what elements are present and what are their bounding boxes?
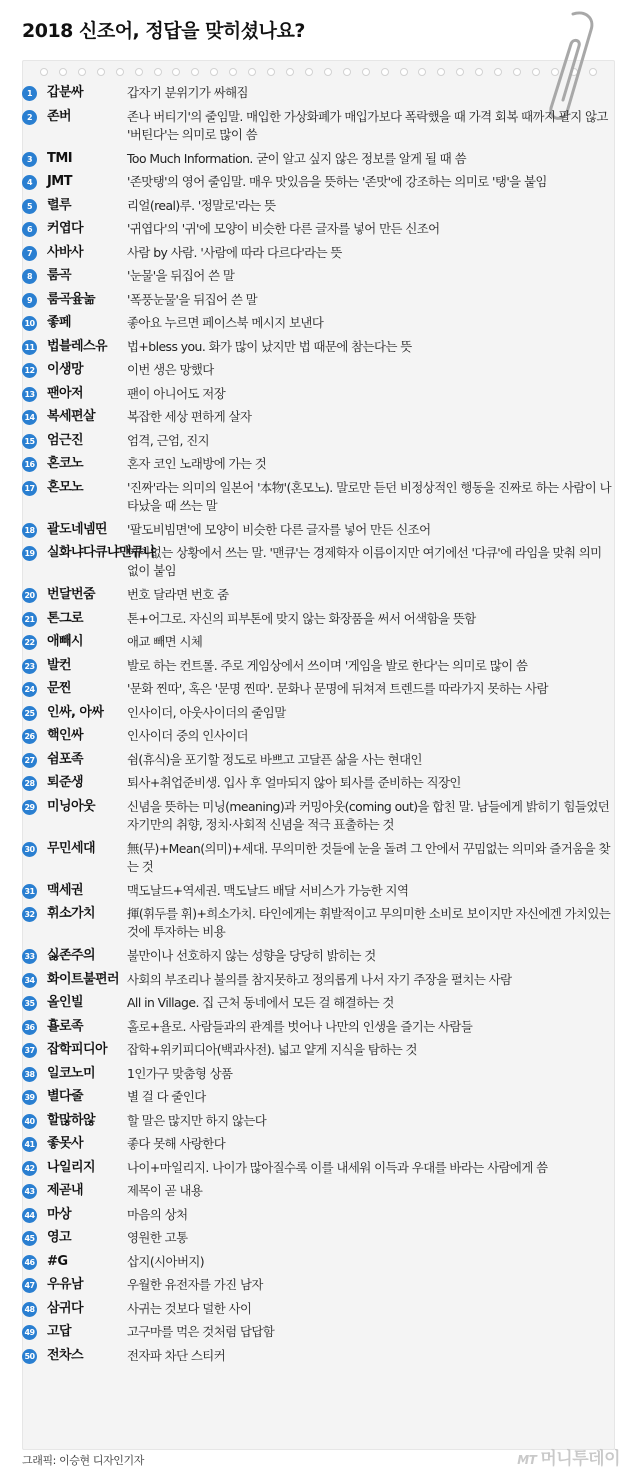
term-entry	[22, 1229, 622, 1253]
entry-definition: '눈물'을 뒤집어 쓴 말	[127, 268, 235, 283]
entry-definition: 제목이 곧 내용	[127, 1183, 203, 1198]
entry-definition: 갑자기 분위기가 싸해짐	[127, 85, 248, 100]
entry-definition: '존맛탱'의 영어 줄임말. 매우 맛있음을 뜻하는 '존맛'에 강조하는 의미로 '탱'을 붙임	[127, 174, 547, 189]
entry-definition: 어이없는 상황에서 쓰는 말. '맨큐'는 경제학자 이름이지만 여기에선 '다큐'에 라임을 맞춰 의미없이 붙임	[127, 545, 602, 578]
entry-term: 번달번줌	[47, 587, 96, 602]
entry-number-badge: 2	[22, 110, 37, 125]
page-title: 2018 신조어, 정답을 맞히셨나요?	[22, 20, 305, 42]
term-entry	[22, 971, 622, 995]
entry-number-badge: 37	[22, 1043, 37, 1058]
term-entry	[22, 244, 622, 268]
entry-number-badge: 29	[22, 800, 37, 815]
entry-term: 영고	[47, 1230, 72, 1245]
entry-term: 휘소가치	[47, 906, 96, 921]
term-entry	[22, 1112, 622, 1136]
binder-hole	[513, 68, 521, 76]
binder-hole	[267, 68, 275, 76]
entry-definition: 1인가구 맞춤형 상품	[127, 1065, 233, 1081]
entry-definition: 잡학+위키피디아(백과사전). 넓고 얕게 지식을 탐하는 것	[127, 1042, 417, 1057]
entry-number-badge: 18	[22, 523, 37, 538]
entry-definition: 영원한 고통	[127, 1230, 188, 1245]
entry-definition: 이번 생은 망했다	[127, 362, 214, 377]
entry-definition: '진짜'라는 의미의 일본어 '本物'(혼모노). 말로만 듣던 비정상적인 행동을 진짜로 하는 사람이 나타났을 때 쓰는 말	[127, 479, 612, 513]
binder-hole	[172, 68, 180, 76]
entry-term: 일코노미	[47, 1065, 96, 1081]
entry-term: 렬루	[47, 197, 72, 213]
entry-number-badge: 9	[22, 293, 37, 308]
entry-term: 삼귀다	[47, 1300, 84, 1316]
entry-number-badge: 27	[22, 753, 37, 768]
entry-term: 쉼포족	[47, 751, 84, 767]
entry-number-badge: 23	[22, 659, 37, 674]
binder-holes	[40, 68, 597, 76]
term-entry	[22, 408, 622, 432]
entry-definition: 삽지(시아버지)	[127, 1253, 205, 1269]
entry-term: 무민세대	[47, 840, 96, 856]
binder-hole	[418, 68, 426, 76]
entry-definition: 존나 버티기'의 줄임말. 매입한 가상화폐가 매입가보다 폭락했을 때 가격 회복 때까지 팔지 않고 '버틴다'는 의미로 많이 씀	[127, 108, 608, 142]
term-entry	[22, 905, 622, 947]
entry-definition: 좋다 못해 사랑한다	[127, 1136, 226, 1151]
entry-term: 존버	[47, 108, 72, 124]
entry-term: 퇴준생	[47, 775, 84, 790]
entry-number-badge: 33	[22, 949, 37, 964]
binder-hole	[116, 68, 124, 76]
binder-hole	[191, 68, 199, 76]
term-entry	[22, 544, 622, 586]
binder-hole	[97, 68, 105, 76]
term-entry	[22, 1347, 622, 1371]
entry-term: 룸곡	[47, 268, 72, 283]
entry-term: 고답	[47, 1324, 72, 1339]
entry-number-badge: 14	[22, 410, 37, 425]
entry-number-badge: 34	[22, 973, 37, 988]
entry-term: 좋페	[47, 315, 72, 330]
binder-hole	[286, 68, 294, 76]
entry-term: 횰로족	[47, 1018, 84, 1034]
entry-term: 화이트불편러	[47, 971, 120, 987]
brand-name: 머니투데이	[540, 1449, 620, 1469]
term-entry	[22, 840, 622, 882]
entry-term: 팬아저	[47, 385, 84, 401]
term-list	[22, 84, 622, 1370]
entry-definition: 인사이더, 아웃사이더의 줄임말	[127, 704, 286, 720]
entry-definition: '폭풍눈물'을 뒤집어 쓴 말	[127, 291, 258, 307]
entry-definition: 사귀는 것보다 덜한 사이	[127, 1300, 252, 1316]
term-entry	[22, 633, 622, 657]
entry-definition: 퇴사+취업준비생. 입사 후 얼마되지 않아 퇴사를 준비하는 직장인	[127, 775, 461, 790]
entry-number-badge: 49	[22, 1325, 37, 1340]
entry-definition: '팔도비빔면'에 모양이 비슷한 다른 글자를 넣어 만든 신조어	[127, 521, 431, 537]
entry-term: 갑분싸	[47, 85, 84, 100]
binder-hole	[494, 68, 502, 76]
entry-term: 올인빌	[47, 995, 84, 1010]
entry-number-badge: 20	[22, 588, 37, 603]
entry-number-badge: 50	[22, 1349, 37, 1364]
entry-definition: 인사이더 중의 인사이더	[127, 728, 248, 743]
entry-definition: 번호 달라면 번호 줌	[127, 587, 229, 602]
entry-number-badge: 31	[22, 884, 37, 899]
entry-definition: 사회의 부조리나 불의를 참지못하고 정의롭게 나서 자기 주장을 펼치는 사람	[127, 971, 512, 987]
binder-hole	[78, 68, 86, 76]
binder-hole	[324, 68, 332, 76]
binder-hole	[475, 68, 483, 76]
entry-term: 커엽다	[47, 221, 84, 236]
entry-definition: 혼자 코인 노래방에 가는 것	[127, 456, 267, 471]
entry-term: 제곧내	[47, 1183, 84, 1198]
entry-number-badge: 16	[22, 457, 37, 472]
entry-definition: 톤+어그로. 자신의 피부톤에 맞지 않는 화장품을 써서 어색함을 뜻함	[127, 610, 476, 626]
term-entry	[22, 1041, 622, 1065]
term-entry	[22, 173, 622, 197]
entry-definition: 별 걸 다 줄인다	[127, 1089, 206, 1104]
term-entry	[22, 150, 622, 174]
entry-number-badge: 28	[22, 776, 37, 791]
term-entry	[22, 1323, 622, 1347]
binder-hole	[305, 68, 313, 76]
term-entry	[22, 774, 622, 798]
term-entry	[22, 338, 622, 362]
entry-number-badge: 7	[22, 246, 37, 261]
binder-hole	[248, 68, 256, 76]
term-entry	[22, 1300, 622, 1324]
binder-hole	[400, 68, 408, 76]
entry-number-badge: 12	[22, 363, 37, 378]
entry-number-badge: 43	[22, 1184, 37, 1199]
entry-number-badge: 40	[22, 1114, 37, 1129]
entry-term: 문찐	[47, 681, 72, 696]
entry-number-badge: 22	[22, 635, 37, 650]
entry-definition: 신념을 뜻하는 미닝(meaning)과 커밍아웃(coming out)을 합친 말. 남들에게 밝히기 힘들었던 자기만의 취향, 정치·사회적 신념을 적극 표출하는 것	[127, 798, 610, 832]
term-entry	[22, 84, 622, 108]
entry-number-badge: 36	[22, 1020, 37, 1035]
entry-term: 실화냐다큐냐맨큐냐	[47, 545, 156, 560]
entry-number-badge: 35	[22, 996, 37, 1011]
binder-hole	[437, 68, 445, 76]
entry-number-badge: 5	[22, 199, 37, 214]
entry-number-badge: 25	[22, 706, 37, 721]
entry-number-badge: 17	[22, 481, 37, 496]
term-entry	[22, 1018, 622, 1042]
entry-definition: 발로 하는 컨트롤. 주로 게임상에서 쓰이며 '게임을 발로 한다'는 의미로 많이 씀	[127, 657, 528, 673]
binder-hole	[154, 68, 162, 76]
entry-term: 혼모노	[47, 479, 84, 495]
binder-hole	[59, 68, 67, 76]
term-entry	[22, 521, 622, 545]
term-entry	[22, 1065, 622, 1089]
entry-term: 룸곡윺놂	[47, 291, 96, 307]
entry-term: 복세편살	[47, 409, 96, 424]
entry-definition: 나이+마일리지. 나이가 많아질수록 이를 내세워 이득과 우대를 바라는 사람에게 씀	[127, 1159, 548, 1175]
term-entry	[22, 1182, 622, 1206]
entry-number-badge: 30	[22, 842, 37, 857]
term-entry	[22, 361, 622, 385]
entry-definition: All in Village. 집 근처 동네에서 모든 걸 해결하는 것	[127, 995, 394, 1010]
entry-term: 이생망	[47, 362, 84, 377]
binder-hole	[40, 68, 48, 76]
entry-term: 할많하않	[47, 1112, 96, 1128]
term-entry	[22, 1206, 622, 1230]
entry-definition: 애교 빼면 시체	[127, 634, 203, 649]
binder-hole	[381, 68, 389, 76]
entry-number-badge: 48	[22, 1302, 37, 1317]
entry-number-badge: 6	[22, 222, 37, 237]
entry-term: 혼코노	[47, 456, 84, 471]
entry-definition: 사람 by 사람. '사람에 따라 다르다'라는 뜻	[127, 244, 342, 260]
entry-number-badge: 3	[22, 152, 37, 167]
term-entry	[22, 432, 622, 456]
entry-term: 엄근진	[47, 432, 84, 448]
entry-definition: 엄격, 근엄, 진지	[127, 432, 210, 448]
term-entry	[22, 267, 622, 291]
entry-number-badge: 39	[22, 1090, 37, 1105]
entry-definition: 고구마를 먹은 것처럼 답답함	[127, 1324, 275, 1339]
entry-number-badge: 10	[22, 316, 37, 331]
entry-definition: 좋아요 누르면 페이스북 메시지 보낸다	[127, 315, 324, 330]
term-entry	[22, 798, 622, 840]
entry-number-badge: 19	[22, 546, 37, 561]
term-entry	[22, 704, 622, 728]
term-entry	[22, 385, 622, 409]
entry-term: #G	[47, 1253, 68, 1269]
binder-hole	[229, 68, 237, 76]
term-entry	[22, 1088, 622, 1112]
entry-number-badge: 41	[22, 1137, 37, 1152]
entry-number-badge: 44	[22, 1208, 37, 1223]
binder-hole	[210, 68, 218, 76]
entry-term: 마상	[47, 1206, 72, 1222]
entry-term: 전차스	[47, 1347, 84, 1363]
graphic-credit: 그래픽: 이승현 디자인기자	[22, 1454, 144, 1467]
entry-number-badge: 47	[22, 1278, 37, 1293]
entry-term: 미닝아웃	[47, 798, 96, 814]
entry-definition: 쉼(휴식)을 포기할 정도로 바쁘고 고달픈 삶을 사는 현대인	[127, 751, 422, 767]
term-entry	[22, 680, 622, 704]
entry-definition: 마음의 상처	[127, 1206, 188, 1222]
entry-number-badge: 15	[22, 434, 37, 449]
entry-term: 발컨	[47, 657, 72, 673]
entry-term: 싫존주의	[47, 948, 96, 963]
term-entry	[22, 882, 622, 906]
entry-number-badge: 46	[22, 1255, 37, 1270]
term-entry	[22, 947, 622, 971]
term-entry	[22, 751, 622, 775]
entry-term: 나일리지	[47, 1159, 96, 1175]
entry-definition: 揮(휘두를 휘)+희소가치. 타인에게는 휘발적이고 무의미한 소비로 보이지만 자신에겐 가치있는 것에 투자하는 비용	[127, 906, 611, 939]
term-entry	[22, 727, 622, 751]
entry-definition: '문화 찐따', 혹은 '문명 찐따'. 문화나 문명에 뒤쳐져 트렌드를 따라가지 못하는 사람	[127, 681, 548, 696]
entry-term: JMT	[47, 174, 72, 189]
entry-term: 톤그로	[47, 610, 84, 626]
entry-definition: 법+bless you. 화가 많이 났지만 법 때문에 참는다는 뜻	[127, 338, 412, 354]
entry-number-badge: 21	[22, 612, 37, 627]
term-entry	[22, 220, 622, 244]
entry-term: TMI	[47, 150, 72, 166]
term-entry	[22, 1253, 622, 1277]
binder-hole	[362, 68, 370, 76]
entry-number-badge: 42	[22, 1161, 37, 1176]
entry-definition: 無(무)+Mean(의미)+세대. 무의미한 것들에 눈을 돌려 그 안에서 꾸밈없는 의미와 즐거움을 찾는 것	[127, 840, 610, 874]
entry-term: 잡학피디아	[47, 1042, 108, 1057]
term-entry	[22, 1276, 622, 1300]
entry-definition: Too Much Information. 굳이 알고 싶지 않은 정보를 알게 될 때 씀	[127, 150, 467, 166]
entry-term: 맥세권	[47, 882, 84, 898]
binder-hole	[343, 68, 351, 76]
entry-number-badge: 1	[22, 86, 37, 101]
entry-definition: '귀엽다'의 '귀'에 모양이 비슷한 다른 글자를 넣어 만든 신조어	[127, 221, 440, 236]
entry-number-badge: 8	[22, 269, 37, 284]
term-entry	[22, 994, 622, 1018]
entry-number-badge: 4	[22, 175, 37, 190]
entry-term: 좋못사	[47, 1136, 84, 1151]
term-entry	[22, 586, 622, 610]
entry-number-badge: 13	[22, 387, 37, 402]
entry-definition: 리얼(real)루. '정말로'라는 뜻	[127, 197, 276, 213]
entry-number-badge: 38	[22, 1067, 37, 1082]
entry-definition: 복잡한 세상 편하게 살자	[127, 409, 252, 424]
term-entry	[22, 455, 622, 479]
entry-term: 별다줄	[47, 1089, 84, 1104]
binder-hole	[135, 68, 143, 76]
brand-logo	[517, 1444, 620, 1469]
entry-number-badge: 11	[22, 340, 37, 355]
term-entry	[22, 197, 622, 221]
entry-number-badge: 26	[22, 729, 37, 744]
entry-definition: 불만이나 선호하지 않는 성향을 당당히 밝히는 것	[127, 948, 376, 963]
entry-term: 우유남	[47, 1277, 84, 1292]
entry-term: 애빼시	[47, 634, 84, 649]
term-entry	[22, 1135, 622, 1159]
entry-definition: 우월한 유전자를 가진 남자	[127, 1277, 263, 1292]
entry-term: 핵인싸	[47, 728, 84, 743]
entry-definition: 할 말은 많지만 하지 않는다	[127, 1112, 267, 1128]
entry-term: 사바사	[47, 244, 84, 260]
term-entry	[22, 657, 622, 681]
binder-hole	[456, 68, 464, 76]
term-entry	[22, 314, 622, 338]
entry-definition: 홀로+욜로. 사람들과의 관계를 벗어나 나만의 인생을 즐기는 사람들	[127, 1018, 473, 1034]
entry-term: 괄도네넴띤	[47, 521, 108, 537]
brand-mt: MT	[517, 1453, 537, 1467]
entry-number-badge: 45	[22, 1231, 37, 1246]
term-entry	[22, 1159, 622, 1183]
term-entry	[22, 610, 622, 634]
term-entry	[22, 108, 622, 150]
entry-number-badge: 24	[22, 682, 37, 697]
entry-term: 법블레스유	[47, 338, 108, 354]
entry-number-badge: 32	[22, 907, 37, 922]
entry-definition: 맥도날드+역세권. 맥도날드 배달 서비스가 가능한 지역	[127, 882, 409, 898]
entry-definition: 팬이 아니어도 저장	[127, 385, 226, 401]
entry-definition: 전자파 차단 스티커	[127, 1347, 226, 1363]
entry-term: 인싸, 아싸	[47, 704, 104, 720]
term-entry	[22, 291, 622, 315]
term-entry	[22, 479, 622, 521]
